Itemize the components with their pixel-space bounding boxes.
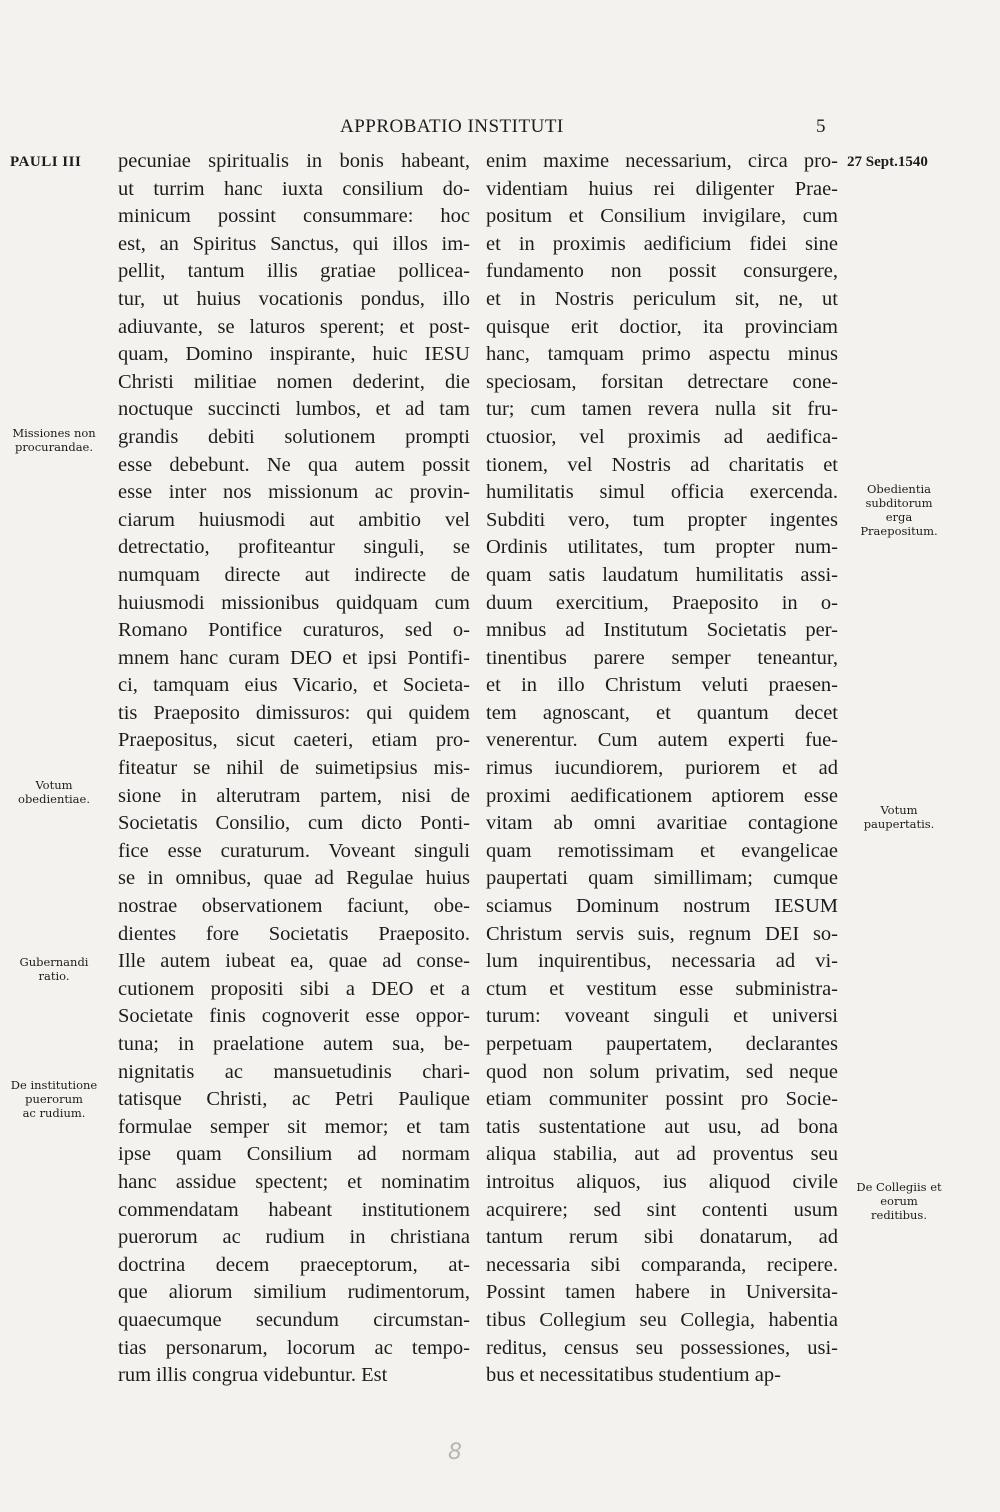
left-column-line: Societate finis cognoverit esse oppor- (118, 1005, 470, 1028)
right-column-line: positum et Consilium invigilare, cum (486, 205, 838, 228)
right-column-line: ctum et vestitum esse subministra- (486, 977, 838, 1000)
left-column-line: mnem hanc curam DEO et ipsi Pontifi- (118, 646, 470, 669)
left-column-line: puerorum ac rudium in christiana (118, 1226, 470, 1249)
right-column-line: tionem, vel Nostris ad charitatis et (486, 453, 838, 476)
left-column-line: ipse quam Consilium ad normam (118, 1143, 470, 1166)
right-column-line: lum inquirentibus, necessaria ad vi- (486, 950, 838, 973)
left-column-line: fice esse curaturum. Voveant singuli (118, 839, 470, 862)
right-column-line: mnibus ad Institutum Societatis per- (486, 619, 838, 642)
right-column-line: quam remotissimam et evangelicae (486, 839, 838, 862)
margin-note-line: paupertatis. (863, 817, 935, 831)
right-column-line: tantum rerum sibi donatarum, ad (486, 1226, 838, 1249)
margin-note-collegiis (846, 1180, 952, 1222)
left-column-line: tias personarum, locorum ac tempo- (118, 1336, 470, 1359)
left-column-line: grandis debiti solutionem prompti (118, 425, 470, 448)
right-column-line: hanc, tamquam primo aspectu minus (486, 343, 838, 366)
date-marginal: 27 Sept.1540 (847, 154, 928, 170)
left-column-line: esse inter nos missionum ac provin- (118, 481, 470, 504)
left-column-line: est, an Spiritus Sanctus, qui illos im- (118, 232, 470, 255)
left-text-column (118, 148, 470, 1390)
margin-note-line: Praepositum. (860, 524, 938, 538)
right-column-line: humilitatis simul officia exercenda. (486, 481, 838, 504)
right-column-line: etiam communiter possint pro Socie- (486, 1088, 838, 1111)
left-column-line: se in omnibus, quae ad Regulae huius (118, 867, 470, 890)
left-column-line: hanc assidue spectent; et nominatim (118, 1170, 470, 1193)
right-column-line: proximi aedificationem aptiorem esse (486, 784, 838, 807)
right-column-line: et in proximis aedificium fidei sine (486, 232, 838, 255)
margin-note-line: De Collegiis et (856, 1180, 942, 1194)
left-column-line: doctrina decem praeceptorum, at- (118, 1253, 470, 1276)
left-column-line: noctuque succincti lumbos, et ad tam (118, 398, 470, 421)
margin-note-line: procurandae. (14, 440, 94, 454)
left-column-line: tatisque Christi, ac Petri Paulique (118, 1088, 470, 1111)
right-column-line: fundamento non possit consurgere, (486, 260, 838, 283)
right-column-line: duum exercitium, Praeposito in o- (486, 591, 838, 614)
right-column-line: videntiam huius rei diligenter Prae- (486, 177, 838, 200)
right-column-line: necessaria sibi comparanda, recipere. (486, 1253, 838, 1276)
right-column-line: quisque erit doctior, ita provinciam (486, 315, 838, 338)
right-column-line: perpetuam paupertatem, declarantes (486, 1033, 838, 1055)
margin-note-line: Votum (880, 803, 918, 817)
left-column-line: Romano Pontifice curaturos, sed o- (118, 619, 470, 642)
margin-note-gubernandi (4, 955, 104, 983)
left-column-line: ci, tamquam eius Vicario, et Societa- (118, 674, 470, 697)
margin-note-line: De institutione (10, 1078, 98, 1092)
margin-note-line: Votum (35, 778, 73, 792)
margin-note-line: Obedientia (866, 482, 931, 496)
left-column-line: pecuniae spiritualis in bonis habeant, (118, 150, 470, 172)
margin-note-votum-paupertatis (846, 803, 952, 831)
right-column-line: Possint tamen habere in Universita- (486, 1281, 838, 1304)
left-column-line: dientes fore Societatis Praeposito. (118, 922, 470, 945)
margin-note-line: ratio. (38, 969, 70, 983)
right-column-line: quod non solum privatim, sed neque (486, 1060, 838, 1083)
left-column-line: sione in alterutram partem, nisi de (118, 784, 470, 807)
margin-note-line: erga (885, 510, 913, 524)
left-column-line: numquam directe aut indirecte de (118, 563, 470, 586)
left-column-line: nignitatis ac mansuetudinis chari- (118, 1060, 470, 1083)
right-text-column (486, 148, 838, 1390)
right-column-line: sciamus Dominum nostrum IESUM (486, 895, 838, 918)
left-column-line: fiteatur se nihil de suimetipsius mis- (118, 757, 470, 780)
right-column-line: quam satis laudatum humilitatis assi- (486, 563, 838, 586)
right-column-line: introitus aliquos, ius aliquod civile (486, 1170, 838, 1193)
right-column-line: acquirere; sed sint contenti usum (486, 1198, 838, 1221)
right-column-line: turum: voveant singuli et universi (486, 1005, 838, 1028)
left-column-line: minicum possint consummare: hoc (118, 205, 470, 228)
left-column-line: tur, ut huius vocationis pondus, illo (118, 287, 470, 310)
right-column-line: paupertati quam simillimam; cumque (486, 867, 838, 890)
right-column-line: et in Nostris periculum sit, ne, ut (486, 287, 838, 310)
right-column-line: Christum servis suis, regnum DEI so- (486, 922, 838, 945)
margin-note-line: ac rudium. (22, 1106, 86, 1120)
folio-mark: 8 (448, 1440, 462, 1465)
right-column-line: tibus Collegium seu Collegia, habentia (486, 1308, 838, 1331)
margin-note-institutione (4, 1078, 104, 1120)
left-column-line: pellit, tantum illis gratiae pollicea- (118, 260, 470, 283)
margin-note-line: puerorum (25, 1092, 83, 1106)
right-column-line: Ordinis utilitates, tum propter num- (486, 536, 838, 559)
left-column-line: Ille autem iubeat ea, quae ad conse- (118, 950, 470, 973)
right-column-line: reditus, census seu possessiones, usi- (486, 1336, 838, 1359)
left-column-line: nostrae observationem faciunt, obe- (118, 895, 470, 918)
left-column-line: ciarum huiusmodi aut ambitio vel (118, 508, 470, 531)
left-column-line: formulae semper sit memor; et tam (118, 1115, 470, 1138)
right-column-line: rimus iucundiorem, puriorem et ad (486, 757, 838, 780)
left-column-line: ut turrim hanc iuxta consilium do- (118, 177, 470, 200)
right-column-line: venerentur. Cum autem experti fue- (486, 729, 838, 752)
right-column-line: tem agnoscant, et quantum decet (486, 701, 838, 724)
left-running-head: PAULI III (10, 154, 82, 170)
margin-note-obedientia-subditorum (846, 482, 952, 538)
left-column-line: adiuvante, se laturos sperent; et post- (118, 315, 470, 338)
right-column-line: tatis sustentatione aut usu, ad bona (486, 1115, 838, 1138)
left-column-line: tis Praeposito dimissuros: qui quidem (118, 701, 470, 724)
margin-note-votum-obedientiae (4, 778, 104, 806)
right-column-line: speciosam, forsitan detrectare cone- (486, 370, 838, 393)
margin-note-line: subditorum (865, 496, 933, 510)
left-column-line: Christi militiae nomen dederint, die (118, 370, 470, 393)
right-column-line: tur; cum tamen revera nulla sit fru- (486, 398, 838, 421)
left-column-line: tuna; in praelatione autem sua, be- (118, 1033, 470, 1055)
right-column-line: tinentibus parere semper teneantur, (486, 646, 838, 669)
margin-note-line: obedientiae. (18, 792, 90, 806)
left-column-line: commendatam habeant institutionem (118, 1198, 470, 1221)
right-column-line: enim maxime necessarium, circa pro- (486, 150, 838, 172)
right-column-line: ctuosior, vel proximis ad aedifica- (486, 425, 838, 448)
left-column-line: esse debebunt. Ne qua autem possit (118, 453, 470, 476)
right-column-line: Subditi vero, tum propter ingentes (486, 508, 838, 531)
left-column-line: detrectatio, profiteantur singuli, se (118, 536, 470, 559)
right-column-line: bus et necessitatibus studentium ap- (486, 1364, 781, 1387)
left-column-line: quaecumque secundum circumstan- (118, 1308, 470, 1331)
margin-note-missiones (4, 426, 104, 454)
left-column-line: huiusmodi missionibus quidquam cum (118, 591, 470, 614)
margin-note-line: reditibus. (871, 1208, 927, 1222)
right-column-line: vitam ab omni avaritiae contagione (486, 812, 838, 835)
page-number: 5 (816, 116, 826, 137)
right-column-line: aliqua stabilia, aut ad proventus seu (486, 1143, 838, 1166)
right-column-line: et in illo Christum veluti praesen- (486, 674, 838, 697)
left-column-line: quam, Domino inspirante, huic IESU (118, 343, 470, 366)
left-column-line: que aliorum similium rudimentorum, (118, 1281, 470, 1304)
margin-note-line: Gubernandi (19, 955, 89, 969)
margin-note-line: eorum (880, 1194, 918, 1208)
left-column-line: cutionem propositi sibi a DEO et a (118, 977, 470, 1000)
running-title: APPROBATIO INSTITUTI (340, 116, 564, 137)
margin-note-line: Missiones non (12, 426, 96, 440)
left-column-line: Praepositus, sicut caeteri, etiam pro- (118, 729, 470, 752)
left-column-line: rum illis congrua videbuntur. Est (118, 1364, 388, 1387)
left-column-line: Societatis Consilio, cum dicto Ponti- (118, 812, 470, 835)
